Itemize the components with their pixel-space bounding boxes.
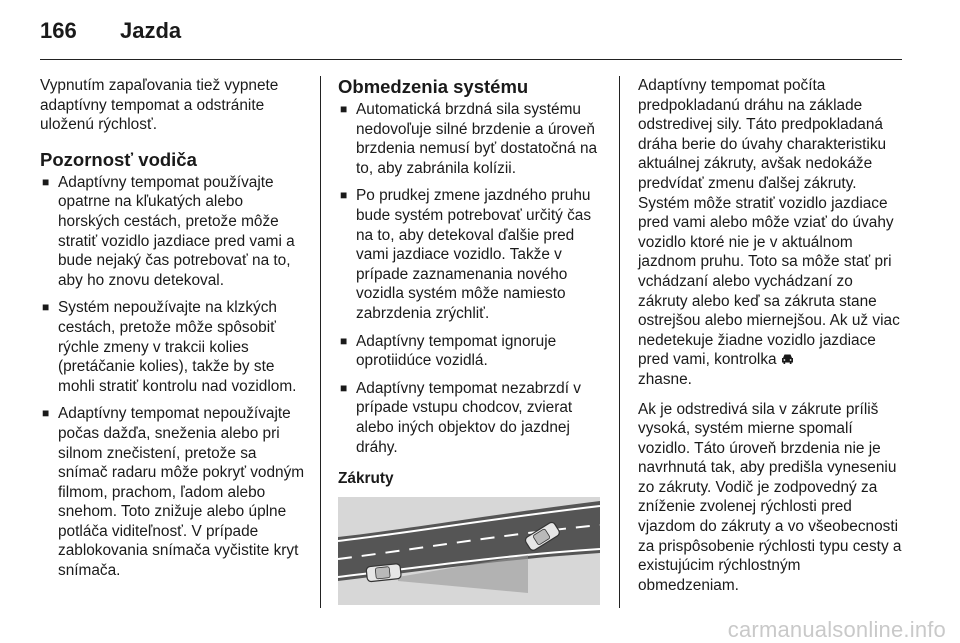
- bullet-icon: ■: [42, 300, 50, 315]
- chapter-title: Jazda: [120, 18, 182, 43]
- bullet-icon: ■: [340, 102, 348, 116]
- own-car: [366, 564, 401, 582]
- bullet-icon: ■: [42, 406, 50, 421]
- list-item: ■ Systém nepoužívajte na klzkých cestách, pretože môže spôsobiť rýchle zmeny v trakcii kolies (pretáčanie kolies), takže by ste mohli stratiť kontrolu nad vozidlom.: [42, 299, 297, 395]
- bullet-icon: ■: [42, 174, 50, 189]
- column-1: [40, 76, 306, 589]
- list-item: ■ Adaptívny tempomat nepoužívajte počas dažďa, sneženia alebo pri silnom znečistení, pretože sa snímač radaru môže pokryť vodným filmom, prachom, ľadom alebo snehom. Toto znižuje alebo úplne potláča viditeľnosť. V prípade zablokovania snímača vyčistite kryt snímača.: [42, 405, 305, 580]
- header-rule: [40, 59, 902, 60]
- bullet-icon: ■: [340, 188, 348, 203]
- page-header: [40, 18, 181, 48]
- bullet-icon: ■: [340, 333, 348, 348]
- list-item: ■ Adaptívny tempomat používajte opatrne na kľukatých alebo horských cestách, pretože môže stratiť vozidlo jazdiace pred vami a bude nejaký čas potrebovať na to, aby ho znovu detekoval.: [42, 173, 295, 289]
- curve-paragraph-1: Adaptívny tempomat počíta predpokladanú dráhu na základe odstredivej sily. Táto predpokladaná dráha berie do úvahy charakteristiku aktuálnej zákruty, avšak nedokáže predvídať zmenu ďalšej zákruty. Systém môže stratiť vozidlo jazdiace pred vami alebo môže vziať do úvahy vozidlo ktoré nie je v aktuálnom jazdnom pruhu. Toto sa môže stať pri vchádzaní alebo vychádzaní zo zákruty alebo keď sa zákruta stane ostrejšou alebo miernejšou. Ak už viac nedetekuje žiadne vozidlo jazdiace pred vami, kontrolka zhasne.: [638, 77, 900, 388]
- section-heading-driver-attention: Pozornosť vodiča: [40, 148, 197, 170]
- list-item: ■ Adaptívny tempomat nezabrzdí v prípade vstupu chodcov, zvierat alebo iných objektov do jazdnej dráhy.: [340, 379, 581, 456]
- list-item: ■ Adaptívny tempomat ignoruje oprotiidúce vozidlá.: [340, 332, 557, 370]
- system-limits-list: [338, 100, 606, 457]
- intro-paragraph: Vypnutím zapaľovania tiež vypnete adaptívny tempomat a odstránite uloženú rýchlosť.: [40, 77, 279, 134]
- column-2: [338, 76, 606, 605]
- driver-attention-list: [40, 173, 306, 581]
- page-number: 166: [40, 18, 77, 43]
- curve-illustration-svg: [338, 497, 600, 605]
- column-3: [638, 76, 904, 605]
- column-divider: [619, 76, 620, 608]
- list-item: ■ Automatická brzdná sila systému nedovoľuje silné brzdenie a úroveň brzdenia nemusí byť dostatočná na to, aby zabránila kolízii.: [340, 101, 598, 177]
- curve-illustration: [338, 497, 600, 605]
- list-item: ■ Po prudkej zmene jazdného pruhu bude systém potrebovať určitý čas na to, aby detekoval ďalšie pred vami jazdiace vozidlo. Takže v prípade zaznamenania nového vozidla systém môže namiesto zabrzdenia zrýchliť.: [340, 187, 592, 322]
- bullet-icon: ■: [340, 380, 348, 395]
- watermark: carmanualsonline.info: [727, 617, 946, 642]
- vehicle-ahead-icon: [781, 351, 794, 363]
- subheading-curves: Zákruty: [338, 470, 394, 488]
- section-heading-system-limits: Obmedzenia systému: [338, 76, 529, 97]
- curve-paragraph-2: Ak je odstredivá sila v zákrute príliš vysoká, systém mierne spomalí vozidlo. Táto úroveň brzdenia nie je navrhnutá tak, aby predišla vyneseniu zo zákruty. Vodič je zodpovedný za zníženie zvolenej rýchlosti pred vjazdom do zákruty a vo všeobecnosti za prispôsobenie rýchlosti typu cesty a existujúcim rýchlostným obmedzeniam.: [638, 400, 902, 594]
- column-divider: [320, 76, 321, 608]
